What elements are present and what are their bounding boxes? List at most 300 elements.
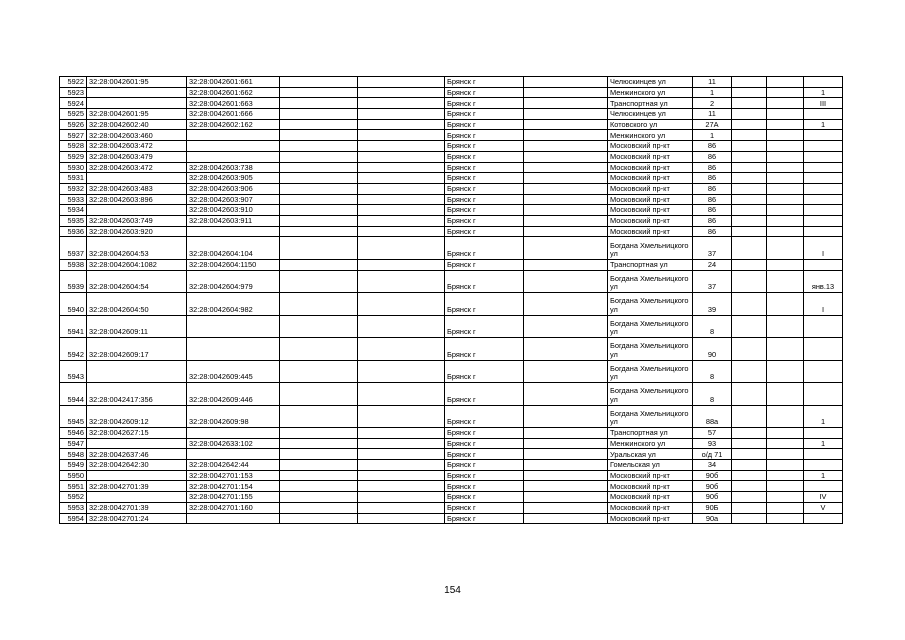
- table-row: [60, 270, 843, 293]
- house-number-cell: 1: [693, 87, 732, 98]
- premises-cell: [804, 205, 843, 216]
- object-cadastral-number-cell: 32:28:0042633:102: [187, 438, 280, 449]
- city-cell: Брянск г: [445, 383, 524, 406]
- empty-cell: [732, 315, 767, 338]
- empty-cell: [358, 259, 445, 270]
- empty-cell: [524, 405, 608, 428]
- street-cell: Московский пр-кт: [608, 226, 693, 237]
- city-cell: Брянск г: [445, 77, 524, 88]
- empty-cell: [524, 481, 608, 492]
- table-row: [60, 215, 843, 226]
- house-number-cell: 86: [693, 215, 732, 226]
- empty-cell: [524, 338, 608, 361]
- object-cadastral-number-cell: 32:28:0042609:446: [187, 383, 280, 406]
- row-number-cell: 5933: [60, 194, 87, 205]
- city-cell: Брянск г: [445, 87, 524, 98]
- table-row: [60, 460, 843, 471]
- empty-cell: [280, 194, 358, 205]
- cadastral-number-cell: 32:28:0042604:53: [87, 237, 187, 260]
- row-number-cell: 5939: [60, 270, 87, 293]
- empty-cell: [280, 141, 358, 152]
- premises-cell: IV: [804, 492, 843, 503]
- empty-cell: [280, 338, 358, 361]
- house-number-cell: 1: [693, 130, 732, 141]
- empty-cell: [280, 438, 358, 449]
- row-number-cell: 5951: [60, 481, 87, 492]
- city-cell: Брянск г: [445, 428, 524, 439]
- street-cell: Котовского ул: [608, 119, 693, 130]
- city-cell: Брянск г: [445, 151, 524, 162]
- cadastral-number-cell: 32:28:0042601:95: [87, 77, 187, 88]
- empty-cell: [358, 338, 445, 361]
- table-row: [60, 449, 843, 460]
- empty-cell: [767, 470, 804, 481]
- empty-cell: [358, 270, 445, 293]
- house-number-cell: 57: [693, 428, 732, 439]
- empty-cell: [767, 481, 804, 492]
- empty-cell: [732, 226, 767, 237]
- object-cadastral-number-cell: 32:28:0042602:162: [187, 119, 280, 130]
- row-number-cell: 5930: [60, 162, 87, 173]
- empty-cell: [767, 360, 804, 383]
- empty-cell: [732, 205, 767, 216]
- street-cell: Московский пр-кт: [608, 151, 693, 162]
- row-number-cell: 5941: [60, 315, 87, 338]
- empty-cell: [767, 438, 804, 449]
- premises-cell: [804, 215, 843, 226]
- cadastral-number-cell: [87, 87, 187, 98]
- empty-cell: [767, 130, 804, 141]
- empty-cell: [767, 162, 804, 173]
- empty-cell: [524, 428, 608, 439]
- row-number-cell: 5931: [60, 173, 87, 184]
- empty-cell: [358, 119, 445, 130]
- row-number-cell: 5944: [60, 383, 87, 406]
- city-cell: Брянск г: [445, 438, 524, 449]
- house-number-cell: 90б: [693, 481, 732, 492]
- row-number-cell: 5943: [60, 360, 87, 383]
- empty-cell: [358, 315, 445, 338]
- table-row: [60, 183, 843, 194]
- house-number-cell: 90б: [693, 492, 732, 503]
- cadastral-number-cell: [87, 173, 187, 184]
- cadastral-number-cell: 32:28:0042603:472: [87, 162, 187, 173]
- empty-cell: [280, 383, 358, 406]
- city-cell: Брянск г: [445, 141, 524, 152]
- house-number-cell: 90а: [693, 513, 732, 524]
- city-cell: Брянск г: [445, 293, 524, 316]
- empty-cell: [732, 438, 767, 449]
- empty-cell: [524, 183, 608, 194]
- table-row: [60, 492, 843, 503]
- empty-cell: [524, 226, 608, 237]
- empty-cell: [767, 449, 804, 460]
- house-number-cell: 8: [693, 360, 732, 383]
- empty-cell: [767, 109, 804, 120]
- city-cell: Брянск г: [445, 492, 524, 503]
- cadastral-number-cell: 32:28:0042603:896: [87, 194, 187, 205]
- empty-cell: [767, 315, 804, 338]
- empty-cell: [358, 109, 445, 120]
- row-number-cell: 5924: [60, 98, 87, 109]
- premises-cell: 1: [804, 438, 843, 449]
- city-cell: Брянск г: [445, 205, 524, 216]
- object-cadastral-number-cell: 32:28:0042601:661: [187, 77, 280, 88]
- empty-cell: [767, 513, 804, 524]
- street-cell: Московский пр-кт: [608, 183, 693, 194]
- premises-cell: [804, 226, 843, 237]
- row-number-cell: 5932: [60, 183, 87, 194]
- city-cell: Брянск г: [445, 460, 524, 471]
- empty-cell: [524, 141, 608, 152]
- city-cell: Брянск г: [445, 315, 524, 338]
- cadastral-number-cell: 32:28:0042701:24: [87, 513, 187, 524]
- house-number-cell: о/д 71: [693, 449, 732, 460]
- empty-cell: [732, 270, 767, 293]
- street-cell: Менжинского ул: [608, 438, 693, 449]
- object-cadastral-number-cell: 32:28:0042601:666: [187, 109, 280, 120]
- empty-cell: [524, 360, 608, 383]
- empty-cell: [524, 270, 608, 293]
- city-cell: Брянск г: [445, 449, 524, 460]
- table-row: [60, 405, 843, 428]
- empty-cell: [767, 293, 804, 316]
- cadastral-number-cell: 32:28:0042609:12: [87, 405, 187, 428]
- empty-cell: [767, 270, 804, 293]
- empty-cell: [732, 293, 767, 316]
- table-row: [60, 194, 843, 205]
- object-cadastral-number-cell: [187, 315, 280, 338]
- street-cell: Челюскинцев ул: [608, 109, 693, 120]
- empty-cell: [767, 237, 804, 260]
- row-number-cell: 5928: [60, 141, 87, 152]
- empty-cell: [732, 470, 767, 481]
- street-cell: Московский пр-кт: [608, 173, 693, 184]
- cadastral-number-cell: 32:28:0042417:356: [87, 383, 187, 406]
- object-cadastral-number-cell: 32:28:0042603:911: [187, 215, 280, 226]
- row-number-cell: 5954: [60, 513, 87, 524]
- table-row: [60, 383, 843, 406]
- empty-cell: [280, 481, 358, 492]
- row-number-cell: 5936: [60, 226, 87, 237]
- empty-cell: [732, 109, 767, 120]
- empty-cell: [358, 470, 445, 481]
- object-cadastral-number-cell: 32:28:0042603:906: [187, 183, 280, 194]
- object-cadastral-number-cell: 32:28:0042601:662: [187, 87, 280, 98]
- city-cell: Брянск г: [445, 162, 524, 173]
- house-number-cell: 86: [693, 205, 732, 216]
- row-number-cell: 5940: [60, 293, 87, 316]
- empty-cell: [280, 183, 358, 194]
- premises-cell: [804, 383, 843, 406]
- empty-cell: [524, 119, 608, 130]
- empty-cell: [280, 87, 358, 98]
- street-cell: Богдана Хмельницкого ул: [608, 270, 693, 293]
- empty-cell: [280, 130, 358, 141]
- premises-cell: I: [804, 237, 843, 260]
- empty-cell: [732, 481, 767, 492]
- empty-cell: [280, 502, 358, 513]
- empty-cell: [280, 205, 358, 216]
- empty-cell: [732, 338, 767, 361]
- premises-cell: [804, 141, 843, 152]
- house-number-cell: 39: [693, 293, 732, 316]
- empty-cell: [524, 237, 608, 260]
- empty-cell: [524, 438, 608, 449]
- city-cell: Брянск г: [445, 130, 524, 141]
- empty-cell: [280, 405, 358, 428]
- table-row: [60, 98, 843, 109]
- row-number-cell: 5923: [60, 87, 87, 98]
- street-cell: Менжинского ул: [608, 130, 693, 141]
- cadastral-number-cell: 32:28:0042642:30: [87, 460, 187, 471]
- city-cell: Брянск г: [445, 502, 524, 513]
- object-cadastral-number-cell: 32:28:0042701:155: [187, 492, 280, 503]
- street-cell: Московский пр-кт: [608, 481, 693, 492]
- cadastral-number-cell: 32:28:0042701:39: [87, 502, 187, 513]
- table-body: [60, 77, 843, 524]
- empty-cell: [767, 173, 804, 184]
- row-number-cell: 5945: [60, 405, 87, 428]
- street-cell: Транспортная ул: [608, 428, 693, 439]
- premises-cell: [804, 315, 843, 338]
- house-number-cell: 24: [693, 259, 732, 270]
- empty-cell: [767, 226, 804, 237]
- cadastral-number-cell: [87, 438, 187, 449]
- empty-cell: [280, 77, 358, 88]
- empty-cell: [280, 109, 358, 120]
- table-row: [60, 237, 843, 260]
- empty-cell: [732, 141, 767, 152]
- house-number-cell: 86: [693, 162, 732, 173]
- row-number-cell: 5937: [60, 237, 87, 260]
- object-cadastral-number-cell: 32:28:0042601:663: [187, 98, 280, 109]
- city-cell: Брянск г: [445, 194, 524, 205]
- empty-cell: [280, 428, 358, 439]
- city-cell: Брянск г: [445, 270, 524, 293]
- empty-cell: [524, 130, 608, 141]
- table-row: [60, 151, 843, 162]
- table-row: [60, 259, 843, 270]
- street-cell: Богдана Хмельницкого ул: [608, 338, 693, 361]
- cadastral-number-cell: 32:28:0042701:39: [87, 481, 187, 492]
- page-number: 154: [444, 585, 461, 596]
- row-number-cell: 5929: [60, 151, 87, 162]
- empty-cell: [280, 173, 358, 184]
- house-number-cell: 86: [693, 194, 732, 205]
- object-cadastral-number-cell: [187, 428, 280, 439]
- street-cell: Московский пр-кт: [608, 502, 693, 513]
- row-number-cell: 5948: [60, 449, 87, 460]
- row-number-cell: 5952: [60, 492, 87, 503]
- premises-cell: [804, 360, 843, 383]
- premises-cell: [804, 428, 843, 439]
- house-number-cell: 90Б: [693, 502, 732, 513]
- empty-cell: [524, 470, 608, 481]
- premises-cell: [804, 151, 843, 162]
- cadastral-number-cell: 32:28:0042603:479: [87, 151, 187, 162]
- empty-cell: [280, 151, 358, 162]
- table-row: [60, 481, 843, 492]
- street-cell: Транспортная ул: [608, 98, 693, 109]
- empty-cell: [767, 119, 804, 130]
- row-number-cell: 5927: [60, 130, 87, 141]
- house-number-cell: 2: [693, 98, 732, 109]
- empty-cell: [767, 87, 804, 98]
- object-cadastral-number-cell: 32:28:0042604:979: [187, 270, 280, 293]
- table-row: [60, 173, 843, 184]
- empty-cell: [767, 194, 804, 205]
- premises-cell: 1: [804, 405, 843, 428]
- empty-cell: [280, 237, 358, 260]
- row-number-cell: 5934: [60, 205, 87, 216]
- empty-cell: [524, 259, 608, 270]
- row-number-cell: 5946: [60, 428, 87, 439]
- premises-cell: V: [804, 502, 843, 513]
- empty-cell: [732, 502, 767, 513]
- empty-cell: [732, 194, 767, 205]
- house-number-cell: 34: [693, 460, 732, 471]
- street-cell: Гомельская ул: [608, 460, 693, 471]
- street-cell: Челюскинцев ул: [608, 77, 693, 88]
- premises-cell: [804, 183, 843, 194]
- cadastral-number-cell: 32:28:0042602:40: [87, 119, 187, 130]
- empty-cell: [358, 293, 445, 316]
- empty-cell: [358, 173, 445, 184]
- premises-cell: 1: [804, 87, 843, 98]
- empty-cell: [358, 449, 445, 460]
- cadastral-number-cell: [87, 492, 187, 503]
- empty-cell: [524, 215, 608, 226]
- premises-cell: [804, 77, 843, 88]
- city-cell: Брянск г: [445, 405, 524, 428]
- cadastral-number-cell: 32:28:0042603:460: [87, 130, 187, 141]
- table-row: [60, 360, 843, 383]
- empty-cell: [767, 77, 804, 88]
- empty-cell: [732, 492, 767, 503]
- table-row: [60, 315, 843, 338]
- empty-cell: [767, 405, 804, 428]
- premises-cell: 1: [804, 119, 843, 130]
- house-number-cell: 88а: [693, 405, 732, 428]
- premises-cell: [804, 130, 843, 141]
- table-row: [60, 205, 843, 216]
- table-row: [60, 87, 843, 98]
- city-cell: Брянск г: [445, 513, 524, 524]
- empty-cell: [280, 119, 358, 130]
- empty-cell: [358, 215, 445, 226]
- empty-cell: [524, 449, 608, 460]
- empty-cell: [358, 405, 445, 428]
- empty-cell: [358, 460, 445, 471]
- premises-cell: [804, 513, 843, 524]
- empty-cell: [524, 87, 608, 98]
- empty-cell: [732, 77, 767, 88]
- cadastral-number-cell: 32:28:0042604:50: [87, 293, 187, 316]
- empty-cell: [358, 151, 445, 162]
- street-cell: Московский пр-кт: [608, 470, 693, 481]
- empty-cell: [358, 513, 445, 524]
- premises-cell: [804, 109, 843, 120]
- empty-cell: [358, 226, 445, 237]
- table-row: [60, 338, 843, 361]
- empty-cell: [358, 481, 445, 492]
- empty-cell: [732, 183, 767, 194]
- empty-cell: [767, 98, 804, 109]
- cadastral-number-cell: 32:28:0042603:483: [87, 183, 187, 194]
- cadastral-number-cell: [87, 205, 187, 216]
- city-cell: Брянск г: [445, 470, 524, 481]
- empty-cell: [732, 237, 767, 260]
- empty-cell: [280, 259, 358, 270]
- house-number-cell: 90б: [693, 470, 732, 481]
- object-cadastral-number-cell: [187, 226, 280, 237]
- table-row: [60, 130, 843, 141]
- premises-cell: янв.13: [804, 270, 843, 293]
- empty-cell: [524, 293, 608, 316]
- empty-cell: [732, 460, 767, 471]
- premises-cell: [804, 481, 843, 492]
- house-number-cell: 90: [693, 338, 732, 361]
- empty-cell: [732, 215, 767, 226]
- empty-cell: [732, 405, 767, 428]
- street-cell: Московский пр-кт: [608, 194, 693, 205]
- object-cadastral-number-cell: 32:28:0042604:982: [187, 293, 280, 316]
- table-row: [60, 226, 843, 237]
- street-cell: Богдана Хмельницкого ул: [608, 293, 693, 316]
- row-number-cell: 5922: [60, 77, 87, 88]
- empty-cell: [524, 109, 608, 120]
- empty-cell: [732, 119, 767, 130]
- object-cadastral-number-cell: 32:28:0042642:44: [187, 460, 280, 471]
- premises-cell: [804, 259, 843, 270]
- empty-cell: [732, 98, 767, 109]
- empty-cell: [524, 502, 608, 513]
- cadastral-number-cell: [87, 470, 187, 481]
- street-cell: Богдана Хмельницкого ул: [608, 237, 693, 260]
- empty-cell: [732, 87, 767, 98]
- city-cell: Брянск г: [445, 119, 524, 130]
- empty-cell: [280, 215, 358, 226]
- empty-cell: [358, 428, 445, 439]
- cadastral-number-cell: [87, 98, 187, 109]
- empty-cell: [524, 98, 608, 109]
- object-cadastral-number-cell: [187, 130, 280, 141]
- row-number-cell: 5925: [60, 109, 87, 120]
- empty-cell: [732, 162, 767, 173]
- empty-cell: [280, 270, 358, 293]
- empty-cell: [358, 492, 445, 503]
- house-number-cell: 37: [693, 237, 732, 260]
- empty-cell: [280, 492, 358, 503]
- street-cell: Московский пр-кт: [608, 492, 693, 503]
- row-number-cell: 5935: [60, 215, 87, 226]
- house-number-cell: 8: [693, 383, 732, 406]
- row-number-cell: 5926: [60, 119, 87, 130]
- house-number-cell: 27А: [693, 119, 732, 130]
- house-number-cell: 86: [693, 151, 732, 162]
- empty-cell: [767, 151, 804, 162]
- empty-cell: [358, 438, 445, 449]
- empty-cell: [358, 383, 445, 406]
- table-row: [60, 438, 843, 449]
- row-number-cell: 5938: [60, 259, 87, 270]
- cadastral-number-cell: 32:28:0042604:1082: [87, 259, 187, 270]
- empty-cell: [358, 205, 445, 216]
- empty-cell: [732, 173, 767, 184]
- object-cadastral-number-cell: 32:28:0042609:98: [187, 405, 280, 428]
- empty-cell: [358, 502, 445, 513]
